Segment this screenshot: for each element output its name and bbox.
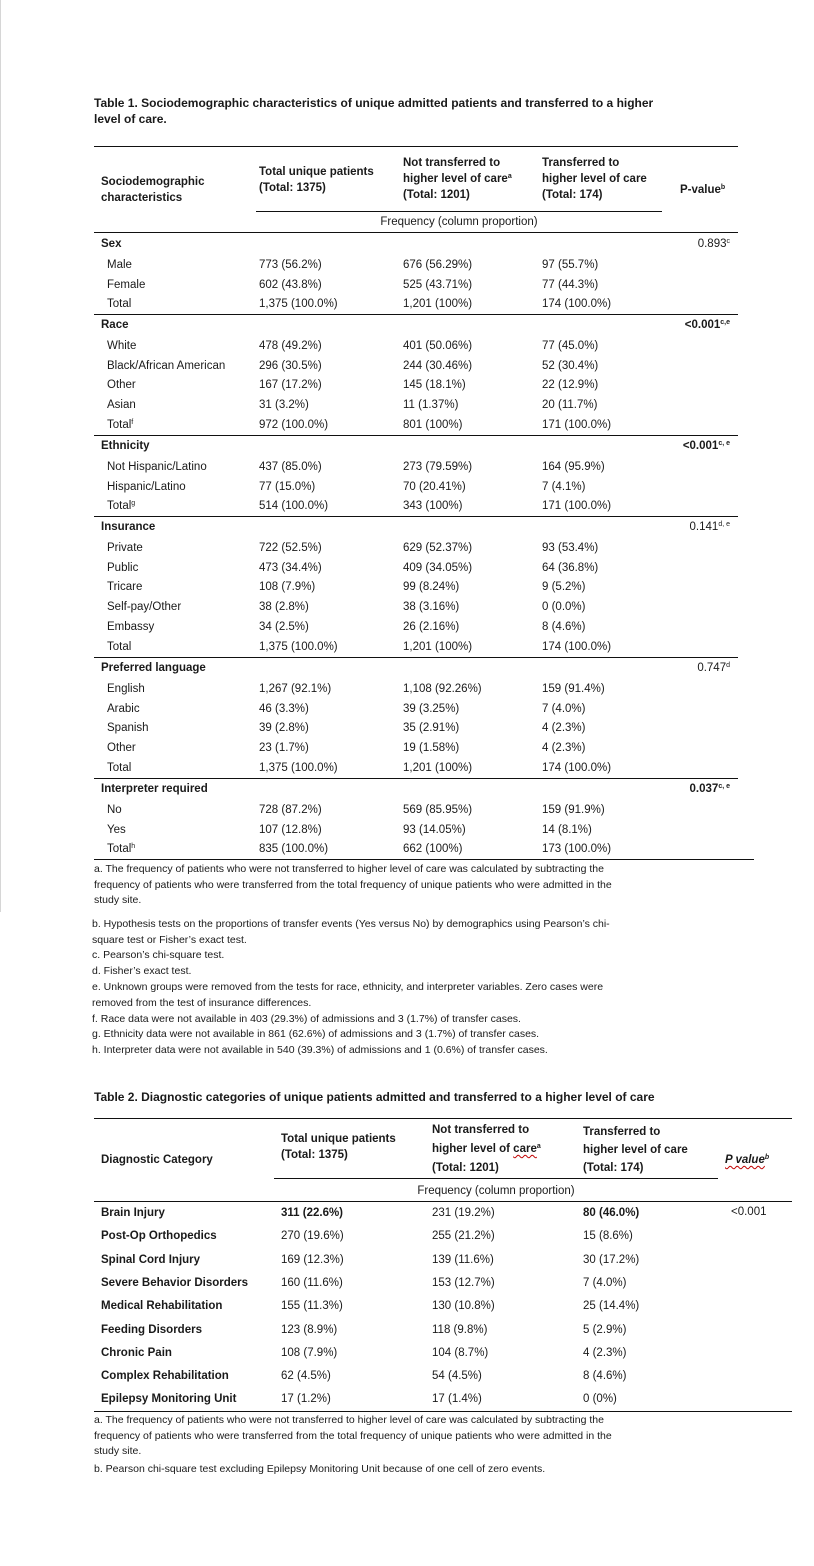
- cell-transferred: 7 (4.1%): [542, 481, 586, 493]
- cell-transferred: 171 (100.0%): [542, 419, 612, 431]
- cell-transferred: 7 (4.0%): [583, 1277, 627, 1289]
- footnote-marker: d: [726, 662, 730, 669]
- table1-frequency-subheader: Frequency (column proportion): [380, 216, 538, 228]
- cell-total: 62 (4.5%): [281, 1370, 331, 1382]
- row-label-text: Total: [107, 762, 132, 774]
- footnote-marker: d, e: [718, 521, 730, 528]
- header-line: (Total: 1201): [403, 189, 470, 201]
- row-label: [107, 682, 145, 696]
- category-label: Post-Op Orthopedics: [101, 1230, 217, 1242]
- row-label: [107, 460, 207, 474]
- cell-not-transferred: 39 (3.25%): [403, 703, 460, 715]
- cell-transferred: 4 (2.3%): [583, 1347, 627, 1359]
- footnote: [92, 980, 722, 1011]
- section-divider: [94, 657, 738, 658]
- p-value-text: 0.893: [697, 238, 727, 250]
- table2-header-category: Diagnostic Category: [101, 1154, 213, 1166]
- footnote-line: removed from the test of insurance differences.: [92, 996, 312, 1009]
- cell-total: 31 (3.2%): [259, 399, 309, 411]
- header-line: [432, 1140, 541, 1159]
- cell-total: 46 (3.3%): [259, 703, 309, 715]
- row-label-text: Private: [107, 542, 143, 554]
- cell-total: 160 (11.6%): [281, 1277, 343, 1289]
- footnote-marker: c, e: [718, 783, 730, 790]
- section-p-value: [640, 318, 730, 332]
- p-value-text: <0.001: [682, 440, 719, 452]
- cell-not-transferred: 93 (14.05%): [403, 824, 466, 836]
- p-value-text: 0.141: [689, 521, 719, 533]
- table1-header-pvalue: [680, 182, 725, 198]
- cell-transferred: 77 (45.0%): [542, 340, 599, 352]
- section-title: Preferred language: [101, 662, 206, 674]
- row-label: [107, 541, 143, 555]
- footnote-marker: a: [507, 173, 512, 180]
- cell-not-transferred: 244 (30.46%): [403, 360, 473, 372]
- cell-total: 155 (11.3%): [281, 1300, 343, 1312]
- table2-header-transferred: [583, 1123, 688, 1177]
- header-line: (Total: 1201): [432, 1162, 499, 1174]
- table1-bottom-rule: [94, 859, 754, 860]
- row-label-text: Total: [107, 641, 132, 653]
- footnote-line: frequency of patients who were transferred from the total frequency of unique patients who were admitted in the: [94, 878, 612, 891]
- table1-header-underline: [256, 211, 662, 212]
- cell-total: 39 (2.8%): [259, 722, 309, 734]
- cell-total: 835 (100.0%): [259, 843, 329, 855]
- header-line: [403, 171, 512, 187]
- footnote-marker: c, e: [718, 440, 730, 447]
- table2-top-rule: [94, 1118, 792, 1119]
- cell-transferred: 80 (46.0%): [583, 1207, 640, 1219]
- footnote-line: c. Pearson’s chi-square test.: [92, 949, 225, 961]
- section-title: Insurance: [101, 521, 156, 533]
- cell-total: 108 (7.9%): [281, 1347, 338, 1359]
- cell-not-transferred: 255 (21.2%): [432, 1230, 495, 1242]
- category-label: Complex Rehabilitation: [101, 1370, 229, 1382]
- cell-transferred: 22 (12.9%): [542, 379, 599, 391]
- cell-total: 1,375 (100.0%): [259, 298, 338, 310]
- cell-transferred: 97 (55.7%): [542, 259, 599, 271]
- row-label: [107, 620, 154, 634]
- cell-not-transferred: 801 (100%): [403, 419, 463, 431]
- cell-total: 167 (17.2%): [259, 379, 322, 391]
- cell-transferred: 4 (2.3%): [542, 742, 586, 754]
- table2-pvalue: <0.001: [731, 1206, 767, 1218]
- cell-not-transferred: 145 (18.1%): [403, 379, 466, 391]
- row-label: [107, 339, 136, 353]
- cell-transferred: 8 (4.6%): [583, 1370, 627, 1382]
- row-label-text: Black/African American: [107, 360, 226, 372]
- row-label-text: Self-pay/Other: [107, 601, 182, 613]
- section-divider: [94, 516, 738, 517]
- footnote: [94, 862, 724, 909]
- cell-transferred: 159 (91.9%): [542, 804, 605, 816]
- footnote-marker: b: [764, 1154, 770, 1161]
- row-label: [107, 640, 131, 654]
- footnote: [92, 917, 722, 948]
- section-p-value: [640, 520, 730, 534]
- cell-not-transferred: 139 (11.6%): [432, 1254, 494, 1266]
- category-label: Spinal Cord Injury: [101, 1254, 201, 1266]
- section-divider: [94, 435, 738, 436]
- section-divider: [94, 778, 738, 779]
- cell-total: 270 (19.6%): [281, 1230, 344, 1242]
- cell-not-transferred: 569 (85.95%): [403, 804, 473, 816]
- table2-header-not-transferred: [432, 1121, 541, 1178]
- row-label: [107, 561, 138, 575]
- p-value-text: <0.001: [684, 319, 721, 331]
- category-label: Chronic Pain: [101, 1347, 172, 1359]
- table2-header-total: [281, 1131, 396, 1163]
- footnote-marker: b: [720, 184, 726, 191]
- table1-header-characteristics: [101, 174, 205, 206]
- footnote-line: b. Pearson chi-square test excluding Epilepsy Monitoring Unit because of one cell of zero events.: [94, 1463, 546, 1475]
- row-label-text: Total: [107, 843, 132, 855]
- row-label: [107, 702, 140, 716]
- header-line: characteristics: [101, 192, 183, 204]
- row-label: [107, 480, 186, 494]
- cell-total: 17 (1.2%): [281, 1393, 331, 1405]
- category-label: Medical Rehabilitation: [101, 1300, 223, 1312]
- cell-not-transferred: 104 (8.7%): [432, 1347, 489, 1359]
- footnote-line: square test or Fisher’s exact test.: [92, 933, 247, 946]
- row-label-text: Male: [107, 259, 132, 271]
- section-divider: [94, 314, 738, 315]
- table2-header-bottom-rule: [94, 1201, 792, 1202]
- row-label: [107, 499, 135, 513]
- cell-total: 77 (15.0%): [259, 481, 316, 493]
- cell-transferred: 174 (100.0%): [542, 762, 612, 774]
- cell-not-transferred: 1,201 (100%): [403, 641, 473, 653]
- cell-not-transferred: 17 (1.4%): [432, 1393, 482, 1405]
- cell-total: 478 (49.2%): [259, 340, 322, 352]
- row-label: [107, 278, 145, 292]
- footnote-line: g. Ethnicity data were not available in 861 (62.6%) of admissions and 3 (1.7%) of transfer cases.: [92, 1028, 540, 1040]
- cell-not-transferred: 26 (2.16%): [403, 621, 460, 633]
- cell-transferred: 93 (53.4%): [542, 542, 599, 554]
- cell-transferred: 7 (4.0%): [542, 703, 586, 715]
- cell-transferred: 173 (100.0%): [542, 843, 612, 855]
- section-title: Interpreter required: [101, 783, 208, 795]
- cell-transferred: 5 (2.9%): [583, 1324, 627, 1336]
- header-text: higher level of care: [403, 173, 508, 185]
- table2-frequency-subheader: Frequency (column proportion): [417, 1185, 575, 1197]
- cell-transferred: 77 (44.3%): [542, 279, 599, 291]
- footnote-line: h. Interpreter data were not available in 540 (39.3%) of admissions and 1 (0.6%) of transfer cases.: [92, 1044, 548, 1056]
- cell-not-transferred: 38 (3.16%): [403, 601, 460, 613]
- cell-total: 23 (1.7%): [259, 742, 309, 754]
- footnote-line: f. Race data were not available in 403 (29.3%) of admissions and 3 (1.7%) of transfer cases.: [92, 1013, 521, 1025]
- cell-total: 722 (52.5%): [259, 542, 322, 554]
- row-label-text: Arabic: [107, 703, 140, 715]
- row-label-text: Female: [107, 279, 146, 291]
- header-line: Sociodemographic: [101, 176, 205, 188]
- header-line: Transferred to: [542, 157, 620, 169]
- cell-transferred: 8 (4.6%): [542, 621, 586, 633]
- cell-not-transferred: 409 (34.05%): [403, 562, 473, 574]
- footnote-marker: f: [131, 419, 134, 426]
- cell-total: 602 (43.8%): [259, 279, 322, 291]
- row-label-text: Other: [107, 379, 136, 391]
- cell-not-transferred: 231 (19.2%): [432, 1207, 495, 1219]
- page-left-border: [0, 0, 1, 912]
- row-label: [107, 721, 149, 735]
- cell-transferred: 0 (0%): [583, 1393, 617, 1405]
- row-label-text: Embassy: [107, 621, 155, 633]
- cell-transferred: 25 (14.4%): [583, 1300, 640, 1312]
- footnote-marker: c,e: [720, 319, 730, 326]
- header-text: P value: [725, 1154, 765, 1166]
- cell-transferred: 174 (100.0%): [542, 641, 612, 653]
- row-label: [107, 297, 131, 311]
- cell-total: 773 (56.2%): [259, 259, 322, 271]
- category-label: Feeding Disorders: [101, 1324, 202, 1336]
- cell-transferred: 15 (8.6%): [583, 1230, 633, 1242]
- cell-total: 311 (22.6%): [281, 1207, 344, 1219]
- cell-transferred: 9 (5.2%): [542, 581, 586, 593]
- header-line: Not transferred to: [432, 1124, 530, 1136]
- cell-total: 34 (2.5%): [259, 621, 309, 633]
- table1-caption-line1: Table 1. Sociodemographic characteristics of unique admitted patients and transferred to a higher: [94, 96, 654, 110]
- cell-transferred: 30 (17.2%): [583, 1254, 640, 1266]
- header-line: (Total: 174): [542, 189, 603, 201]
- footnote-line: a. The frequency of patients who were not transferred to higher level of care was calculated by subtracting the: [94, 863, 604, 875]
- section-p-value: [640, 661, 730, 675]
- cell-not-transferred: 35 (2.91%): [403, 722, 460, 734]
- footnote: [92, 964, 722, 980]
- cell-total: 296 (30.5%): [259, 360, 322, 372]
- footnote-line: d. Fisher’s exact test.: [92, 965, 192, 977]
- row-label-text: No: [107, 804, 122, 816]
- table2-caption: Table 2. Diagnostic categories of unique patients admitted and transferred to a higher level of care: [94, 1090, 655, 1104]
- row-label-text: Total: [107, 419, 132, 431]
- header-line: (Total: 1375): [259, 182, 326, 194]
- footnote-marker: g: [131, 500, 136, 507]
- row-label: [107, 359, 225, 373]
- row-label: [107, 741, 136, 755]
- cell-not-transferred: 343 (100%): [403, 500, 463, 512]
- p-value-text: 0.037: [689, 783, 719, 795]
- cell-not-transferred: 662 (100%): [403, 843, 463, 855]
- footnote-marker: h: [131, 843, 136, 850]
- header-line: Total unique patients: [281, 1133, 396, 1145]
- cell-not-transferred: 99 (8.24%): [403, 581, 460, 593]
- cell-total: 728 (87.2%): [259, 804, 322, 816]
- table2-bottom-rule: [94, 1411, 792, 1412]
- footnote-marker: a: [536, 1143, 541, 1150]
- cell-transferred: 164 (95.9%): [542, 461, 605, 473]
- row-label: [107, 842, 135, 856]
- footnote-line: study site.: [94, 1445, 142, 1457]
- cell-total: 437 (85.0%): [259, 461, 322, 473]
- cell-total: 107 (12.8%): [259, 824, 322, 836]
- table1-header-not-transferred: [403, 155, 512, 203]
- table1-header-bottom-rule: [94, 232, 738, 233]
- footnote-marker: c: [726, 238, 730, 245]
- footnote-line: a. The frequency of patients who were not transferred to higher level of care was calculated by subtracting the: [94, 1414, 604, 1426]
- cell-transferred: 4 (2.3%): [542, 722, 586, 734]
- row-label-text: Yes: [107, 824, 126, 836]
- section-p-value: [640, 439, 730, 453]
- header-line: higher level of care: [583, 1144, 688, 1156]
- header-line: Not transferred to: [403, 157, 501, 169]
- header-line: higher level of care: [542, 173, 647, 185]
- table1-top-rule: [94, 146, 738, 147]
- category-label: Epilepsy Monitoring Unit: [101, 1393, 237, 1405]
- cell-transferred: 20 (11.7%): [542, 399, 598, 411]
- cell-not-transferred: 401 (50.06%): [403, 340, 473, 352]
- cell-not-transferred: 525 (43.71%): [403, 279, 473, 291]
- row-label-text: Total: [107, 500, 132, 512]
- row-label: [107, 398, 136, 412]
- cell-transferred: 14 (8.1%): [542, 824, 592, 836]
- table1-header-transferred: [542, 155, 647, 203]
- row-label-text: Hispanic/Latino: [107, 481, 186, 493]
- cell-transferred: 64 (36.8%): [542, 562, 599, 574]
- cell-transferred: 174 (100.0%): [542, 298, 612, 310]
- cell-total: 1,375 (100.0%): [259, 762, 338, 774]
- row-label: [107, 418, 133, 432]
- table1-caption-line2: level of care.: [94, 112, 167, 126]
- footnote-line: frequency of patients who were transferred from the total frequency of unique patients who were admitted in the: [94, 1429, 612, 1442]
- category-label: Severe Behavior Disorders: [101, 1277, 249, 1289]
- section-p-value: [640, 237, 730, 251]
- header-line: (Total: 1375): [281, 1149, 348, 1161]
- cell-total: 123 (8.9%): [281, 1324, 338, 1336]
- cell-transferred: 171 (100.0%): [542, 500, 612, 512]
- table2-header-pvalue: [725, 1152, 769, 1168]
- cell-not-transferred: 629 (52.37%): [403, 542, 473, 554]
- cell-total: 38 (2.8%): [259, 601, 309, 613]
- cell-not-transferred: 153 (12.7%): [432, 1277, 495, 1289]
- footnote: [94, 1462, 734, 1478]
- row-label-text: White: [107, 340, 137, 352]
- cell-total: 108 (7.9%): [259, 581, 316, 593]
- header-line: Transferred to: [583, 1126, 661, 1138]
- row-label: [107, 600, 181, 614]
- header-text: P-value: [680, 184, 721, 196]
- row-label-text: Public: [107, 562, 139, 574]
- footnote: [92, 1043, 722, 1059]
- cell-not-transferred: 19 (1.58%): [403, 742, 460, 754]
- row-label: [107, 580, 142, 594]
- cell-total: 972 (100.0%): [259, 419, 329, 431]
- footnote-line: b. Hypothesis tests on the proportions of transfer events (Yes versus No) by demographics using Pearson’s chi-: [92, 918, 610, 930]
- header-line: Total unique patients: [259, 166, 374, 178]
- row-label: [107, 803, 122, 817]
- cell-total: 1,267 (92.1%): [259, 683, 332, 695]
- cell-not-transferred: 70 (20.41%): [403, 481, 466, 493]
- cell-transferred: 52 (30.4%): [542, 360, 599, 372]
- cell-not-transferred: 118 (9.8%): [432, 1324, 488, 1336]
- header-line: (Total: 174): [583, 1162, 644, 1174]
- footnote-line: study site.: [94, 894, 142, 906]
- cell-transferred: 159 (91.4%): [542, 683, 605, 695]
- cell-not-transferred: 1,201 (100%): [403, 762, 473, 774]
- cell-total: 473 (34.4%): [259, 562, 322, 574]
- cell-not-transferred: 54 (4.5%): [432, 1370, 482, 1382]
- cell-not-transferred: 1,108 (92.26%): [403, 683, 482, 695]
- row-label-text: Spanish: [107, 722, 149, 734]
- row-label-text: English: [107, 683, 145, 695]
- footnote: [92, 1012, 722, 1028]
- spellcheck-underlined-word: care: [513, 1143, 537, 1155]
- cell-total: 514 (100.0%): [259, 500, 329, 512]
- category-label: Brain Injury: [101, 1207, 165, 1219]
- row-label-text: Total: [107, 298, 132, 310]
- cell-not-transferred: 11 (1.37%): [403, 399, 459, 411]
- footnote: [94, 1413, 734, 1460]
- section-title: Race: [101, 319, 129, 331]
- row-label: [107, 378, 136, 392]
- table1-caption: [94, 95, 653, 127]
- section-title: Sex: [101, 238, 122, 250]
- footnote: [92, 1027, 722, 1043]
- row-label-text: Other: [107, 742, 136, 754]
- row-label-text: Not Hispanic/Latino: [107, 461, 207, 473]
- section-title: Ethnicity: [101, 440, 150, 452]
- cell-not-transferred: 676 (56.29%): [403, 259, 473, 271]
- cell-not-transferred: 1,201 (100%): [403, 298, 473, 310]
- cell-total: 169 (12.3%): [281, 1254, 344, 1266]
- header-text: higher level of: [432, 1143, 514, 1155]
- table1-header-total: [259, 164, 374, 196]
- cell-not-transferred: 130 (10.8%): [432, 1300, 495, 1312]
- table2-header-underline: [274, 1178, 718, 1179]
- row-label: [107, 258, 132, 272]
- cell-transferred: 0 (0.0%): [542, 601, 586, 613]
- section-p-value: [640, 782, 730, 796]
- cell-total: 1,375 (100.0%): [259, 641, 338, 653]
- footnote-line: e. Unknown groups were removed from the tests for race, ethnicity, and interpreter variables. Zero cases were: [92, 981, 604, 993]
- row-label-text: Asian: [107, 399, 136, 411]
- row-label: [107, 823, 126, 837]
- cell-not-transferred: 273 (79.59%): [403, 461, 473, 473]
- row-label: [107, 761, 131, 775]
- p-value-text: 0.747: [697, 662, 727, 674]
- footnote: [92, 948, 722, 964]
- row-label-text: Tricare: [107, 581, 143, 593]
